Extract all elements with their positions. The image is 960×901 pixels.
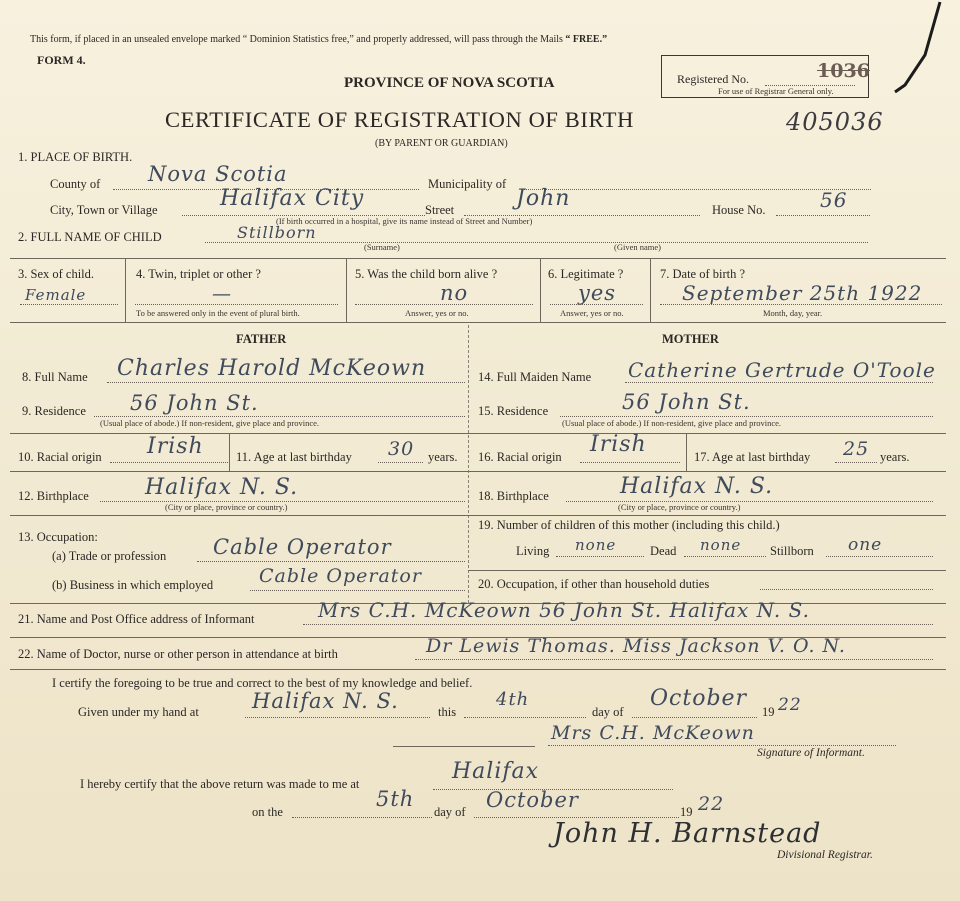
- given-place-value: Halifax N. S.: [252, 689, 399, 713]
- mother-residence-label: 15. Residence: [478, 404, 549, 418]
- mail-notice: [30, 34, 607, 45]
- mother-residence-value: 56 John St.: [622, 390, 751, 414]
- father-name-line: [107, 382, 465, 383]
- mother-age-divider: [686, 433, 687, 471]
- living-value: none: [575, 536, 617, 554]
- father-age-line: [378, 462, 423, 463]
- signature-short-rule: [393, 746, 535, 747]
- mother-racial-value: Irish: [590, 432, 647, 457]
- form-number: FORM 4.: [37, 53, 86, 67]
- father-business-label: (b) Business in which employed: [52, 578, 214, 592]
- father-heading: FATHER: [236, 332, 287, 346]
- alive-value: no: [440, 281, 469, 305]
- informant-value: Mrs C.H. McKeown 56 John St. Halifax N. S.: [318, 598, 810, 622]
- attendant-line: [415, 659, 933, 660]
- house-label: House No.: [712, 203, 766, 217]
- stillborn-label: Stillborn: [770, 544, 814, 558]
- registrar-caption: Divisional Registrar.: [777, 849, 873, 861]
- mother-age-value: 25: [843, 438, 870, 460]
- given-under-hand-label: Given under my hand at: [78, 705, 199, 719]
- registered-no-value: 1036: [817, 60, 870, 82]
- row-3-divider-1: [125, 258, 126, 322]
- father-trade-label: (a) Trade or profession: [52, 549, 167, 563]
- alive-line: [355, 304, 533, 305]
- father-business-value: Cable Operator: [259, 565, 422, 587]
- father-racial-line: [110, 462, 228, 463]
- registered-no-note: For use of Registrar General only.: [718, 86, 834, 96]
- twin-line: [135, 304, 338, 305]
- attendant-value: Dr Lewis Thomas. Miss Jackson V. O. N.: [426, 635, 846, 657]
- father-racial-value: Irish: [147, 434, 204, 459]
- certify-statement: I certify the foregoing to be true and correct to the best of my knowledge and belief.: [52, 676, 473, 690]
- father-age-unit: years.: [428, 450, 458, 464]
- city-hospital-note: (If birth occurred in a hospital, give its name instead of Street and Number): [276, 216, 533, 226]
- mother-rule-3: [468, 515, 946, 516]
- date-of-birth-label: 7. Date of birth ?: [660, 267, 746, 281]
- dead-line: [684, 556, 766, 557]
- father-rule-2: [10, 471, 468, 472]
- child-name-value: Stillborn: [237, 223, 317, 242]
- municipality-line: [521, 189, 871, 190]
- date-of-birth-note: Month, day, year.: [763, 308, 823, 318]
- row-3-divider-2: [346, 258, 347, 322]
- father-mother-divider: [468, 325, 469, 603]
- mother-name-line: [625, 382, 933, 383]
- mother-children-label: 19. Number of children of this mother (including this child.): [478, 518, 780, 532]
- municipality-label: Municipality of: [428, 177, 507, 191]
- father-residence-label: 9. Residence: [22, 404, 86, 418]
- given-place-line: [245, 717, 430, 718]
- registrar-year-prefix: 19: [680, 805, 693, 819]
- street-label: Street: [425, 203, 455, 217]
- father-birthplace-label: 12. Birthplace: [18, 489, 89, 503]
- alive-note: Answer, yes or no.: [405, 308, 469, 318]
- mother-age-unit: years.: [880, 450, 910, 464]
- registered-no-label: Registered No.: [677, 72, 749, 86]
- legitimate-value: yes: [578, 281, 617, 305]
- stillborn-line: [826, 556, 933, 557]
- father-birthplace-note: (City or place, province or country.): [165, 502, 288, 512]
- twin-label: 4. Twin, triplet or other ?: [136, 267, 261, 281]
- father-age-label: 11. Age at last birthday: [236, 450, 352, 464]
- mother-residence-line: [560, 416, 933, 417]
- father-business-line: [250, 590, 465, 591]
- mail-notice-text: This form, if placed in an unsealed envelope marked “ Dominion Statistics free,” and properly addressed, will pass through the Mails: [30, 34, 566, 45]
- handwritten-certificate-number: 405036: [786, 108, 884, 136]
- street-line: [464, 215, 700, 216]
- sex-label: 3. Sex of child.: [18, 267, 95, 281]
- twin-note: To be answered only in the event of plural birth.: [136, 308, 300, 318]
- registrar-on-the-label: on the: [252, 805, 283, 819]
- legitimate-line: [550, 304, 643, 305]
- mother-birthplace-note: (City or place, province or country.): [618, 502, 741, 512]
- mother-rule-4: [468, 570, 946, 571]
- registrar-day-value: 5th: [376, 787, 415, 811]
- mother-heading: MOTHER: [662, 332, 719, 346]
- mother-residence-note: (Usual place of abode.) If non-resident, give place and province.: [562, 418, 782, 428]
- date-of-birth-line: [660, 304, 942, 305]
- father-trade-line: [197, 561, 465, 562]
- legitimate-label: 6. Legitimate ?: [548, 267, 624, 281]
- cert-day-line: [464, 717, 586, 718]
- twin-value: —: [212, 283, 232, 305]
- father-racial-label: 10. Racial origin: [18, 450, 102, 464]
- mother-occupation-label: 20. Occupation, if other than household duties: [478, 577, 710, 591]
- father-residence-line: [94, 416, 465, 417]
- father-rule-1: [10, 433, 468, 434]
- date-of-birth-value: September 25th 1922: [682, 281, 923, 305]
- registrar-statement: I hereby certify that the above return was made to me at: [80, 777, 360, 791]
- legitimate-note: Answer, yes or no.: [560, 308, 624, 318]
- registration-check-mark: [885, 0, 945, 100]
- row-3-divider-4: [650, 258, 651, 322]
- mother-birthplace-value: Halifax N. S.: [620, 474, 774, 499]
- dead-value: none: [700, 536, 742, 554]
- registrar-signature: John H. Barnstead: [553, 818, 822, 849]
- child-name-line: [205, 242, 868, 243]
- sex-value: Female: [25, 286, 87, 304]
- cert-day-of-label: day of: [592, 705, 624, 719]
- province-heading: PROVINCE OF NOVA SCOTIA: [344, 75, 555, 91]
- mother-rule-1: [468, 433, 946, 434]
- living-label: Living: [516, 544, 550, 558]
- given-name-caption: (Given name): [614, 242, 661, 252]
- informant-label: 21. Name and Post Office address of Informant: [18, 612, 255, 626]
- row-3-top-rule: [10, 258, 946, 259]
- father-age-divider: [229, 433, 230, 471]
- registrar-day-line: [292, 817, 432, 818]
- informant-signature-caption: Signature of Informant.: [757, 747, 865, 759]
- registrar-place-value: Halifax: [452, 759, 540, 784]
- attendant-bottom-rule: [10, 669, 946, 670]
- cert-year-prefix: 19: [762, 705, 775, 719]
- informant-signature-line: [548, 745, 896, 746]
- row-3-divider-3: [540, 258, 541, 322]
- mother-racial-label: 16. Racial origin: [478, 450, 562, 464]
- document-title: CERTIFICATE OF REGISTRATION OF BIRTH: [165, 107, 634, 132]
- mother-rule-2: [468, 471, 946, 472]
- father-name-label: 8. Full Name: [22, 370, 88, 384]
- father-trade-value: Cable Operator: [213, 535, 392, 559]
- house-value: 56: [820, 188, 848, 212]
- father-residence-value: 56 John St.: [130, 391, 259, 415]
- house-line: [776, 215, 870, 216]
- this-label: this: [438, 705, 457, 719]
- alive-label: 5. Was the child born alive ?: [355, 267, 498, 281]
- registrar-year-value: 22: [698, 793, 725, 815]
- mail-notice-free: “ FREE.”: [565, 34, 608, 45]
- row-3-bottom-rule: [10, 322, 946, 323]
- surname-caption: (Surname): [364, 242, 400, 252]
- mother-age-line: [835, 462, 877, 463]
- cert-month-value: October: [650, 686, 748, 711]
- living-line: [556, 556, 644, 557]
- child-name-label: 2. FULL NAME OF CHILD: [18, 230, 162, 244]
- mother-racial-line: [580, 462, 680, 463]
- cert-day-value: 4th: [496, 689, 530, 710]
- place-of-birth-heading: 1. PLACE OF BIRTH.: [18, 150, 133, 164]
- mother-name-label: 14. Full Maiden Name: [478, 370, 592, 384]
- father-residence-note: (Usual place of abode.) If non-resident, give place and province.: [100, 418, 320, 428]
- father-name-value: Charles Harold McKeown: [117, 356, 427, 381]
- city-value: Halifax City: [220, 186, 365, 211]
- city-label: City, Town or Village: [50, 203, 158, 217]
- informant-signature: Mrs C.H. McKeown: [551, 722, 755, 744]
- father-age-value: 30: [388, 438, 415, 460]
- registrar-month-value: October: [486, 788, 579, 812]
- father-rule-3: [10, 515, 468, 516]
- stillborn-value: one: [848, 535, 883, 555]
- attendant-label: 22. Name of Doctor, nurse or other person in attendance at birth: [18, 647, 338, 661]
- mother-name-value: Catherine Gertrude O'Toole: [628, 358, 936, 382]
- sex-line: [20, 304, 118, 305]
- street-value: John: [516, 186, 571, 211]
- county-value: Nova Scotia: [148, 162, 288, 186]
- father-birthplace-value: Halifax N. S.: [145, 475, 299, 500]
- county-label: County of: [50, 177, 101, 191]
- cert-year-value: 22: [778, 695, 802, 715]
- dead-label: Dead: [650, 544, 677, 558]
- document-subtitle: (BY PARENT OR GUARDIAN): [375, 138, 508, 149]
- mother-birthplace-label: 18. Birthplace: [478, 489, 549, 503]
- mother-occupation-line: [760, 589, 933, 590]
- informant-line: [303, 624, 933, 625]
- father-occupation-label: 13. Occupation:: [18, 530, 98, 544]
- cert-month-line: [632, 717, 757, 718]
- registrar-day-of-label: day of: [434, 805, 466, 819]
- mother-age-label: 17. Age at last birthday: [694, 450, 811, 464]
